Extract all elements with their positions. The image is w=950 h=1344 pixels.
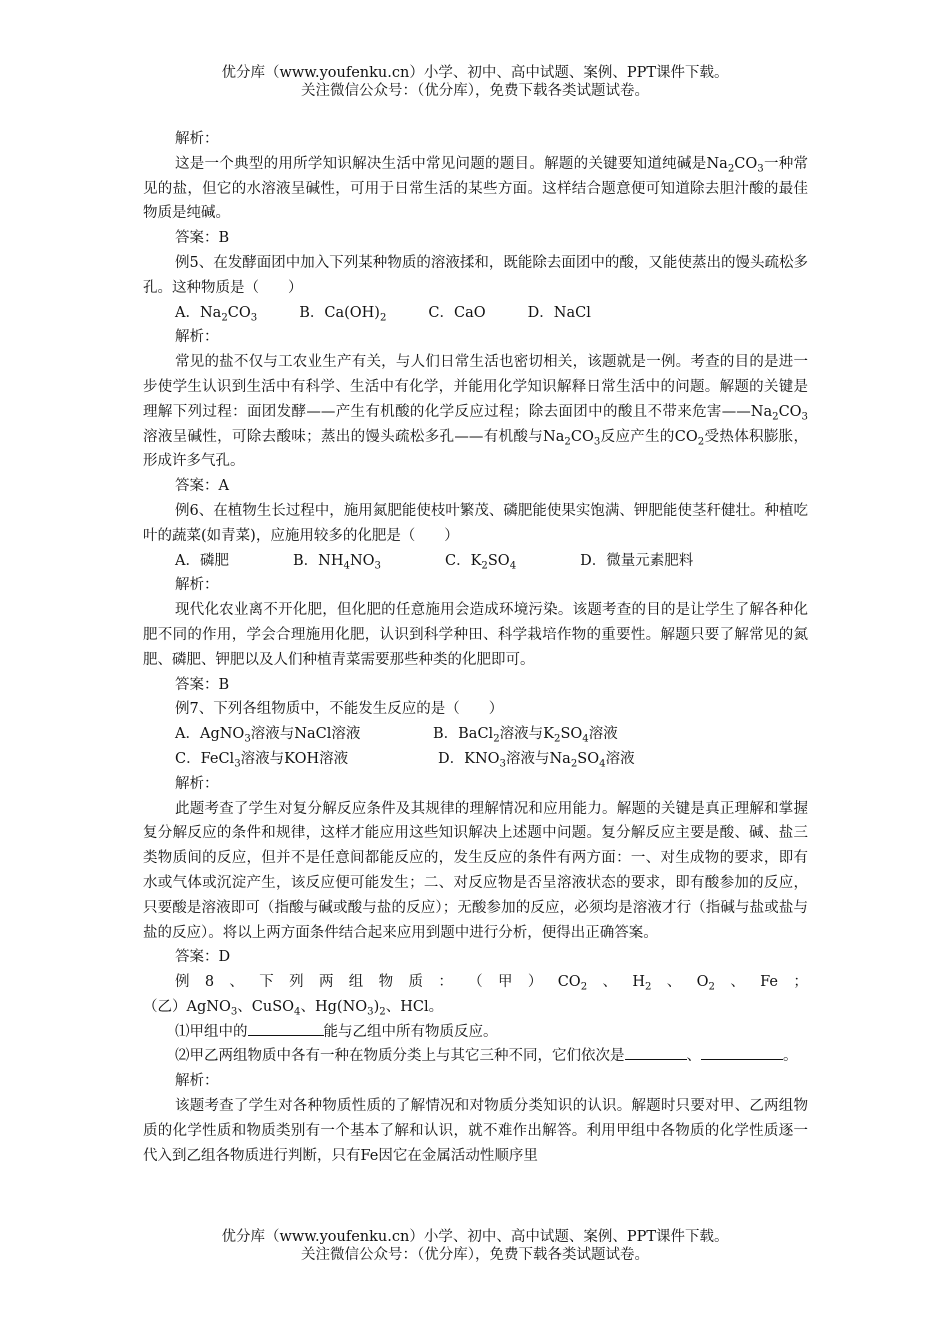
page-footer bbox=[0, 1228, 950, 1264]
ex8-intro-token: 列 bbox=[289, 974, 304, 991]
ex7-analysis: 此题考查了学生对复分解反应条件及其规律的理解情况和应用能力。解题的关键是真正理解和掌握复分解反应的条件和规律，这样才能应用这些知识解决上述题中问题。复分解反应主要是酸、碱、盐三类物质间的反应，但并不是任意间都能反应的，发生反应的条件有两方面：一、对生成物的要求，即有水或气体或沉淀产生，该反应便可能发生；二、对反应物是否呈溶液状态的要求，即有酸参加的反应，只要酸是溶液即可（指酸与碱或酸与盐的反应）；无酸参加的反应，必须均是溶液才行（指碱与盐或盐与盐的反应）。将以上两方面条件结合起来应用到题中进行分析，便得出正确答案。 bbox=[143, 800, 808, 941]
ex8-subquestion-2 bbox=[143, 1044, 808, 1069]
ex8-intro-token: 例 bbox=[175, 974, 190, 991]
ex8-intro-token: $H_2$ bbox=[632, 974, 652, 993]
header-line-2: 关注微信公众号：（优分库），免费下载各类试题试卷。 bbox=[301, 83, 649, 99]
ex8-intro-token: 组 bbox=[348, 974, 364, 991]
ex7-options-row-2 bbox=[143, 747, 808, 772]
ex7-answer: 答案：D bbox=[175, 949, 231, 966]
ex8-intro-token: $O_2$ bbox=[696, 974, 715, 993]
ex6-analysis: 现代化农业离不开化肥，但化肥的任意施用会造成环境污染。该题考查的目的是让学生了解各种化肥不同的作用，学会合理施用化肥，认识到科学种田、科学栽培作物的重要性。解题只要了解常见的氮肥、磷肥、钾肥以及人们种植青菜需要那些种类的化肥即可。 bbox=[143, 602, 808, 668]
ex8-subquestion-1 bbox=[143, 1020, 808, 1045]
ex8-intro-token: 、 bbox=[666, 974, 682, 991]
ex7-options-row-1 bbox=[143, 722, 808, 747]
ex8-intro-token: ： bbox=[438, 974, 453, 991]
ex7-option-d: D．$KNO_3$溶液与$Na_2SO_4$溶液 bbox=[438, 750, 635, 770]
ex8-intro-token: 质 bbox=[408, 974, 423, 991]
ex8-intro-token: 两 bbox=[318, 974, 334, 991]
ex8-question-intro bbox=[143, 970, 808, 995]
ex8-q1-suffix: 能与乙组中所有物质反应。 bbox=[323, 1023, 498, 1040]
ex5-options bbox=[143, 301, 808, 326]
ex4-answer: 答案：B bbox=[175, 230, 230, 247]
ex8-q1-answer-blank[interactable] bbox=[248, 1021, 324, 1036]
ex8-intro-token: 甲 bbox=[498, 974, 513, 991]
ex8-q1-prefix: ⑴甲组中的 bbox=[175, 1023, 248, 1040]
main-content bbox=[143, 127, 808, 1168]
analysis-label: 解析： bbox=[175, 131, 219, 147]
ex8-intro-token: Fe bbox=[760, 974, 779, 991]
ex8-q2-answer-blank-1[interactable] bbox=[625, 1045, 687, 1060]
ex8-intro-token: 、 bbox=[229, 974, 244, 991]
ex8-q2-separator: 、 bbox=[686, 1048, 701, 1065]
analysis-label: 解析： bbox=[175, 577, 219, 594]
ex8-intro-token: （ bbox=[468, 974, 483, 991]
ex5-option-c: C．CaO bbox=[428, 304, 486, 321]
ex8-q2-suffix: 。 bbox=[783, 1048, 798, 1065]
ex8-intro-token: 物 bbox=[378, 974, 394, 991]
ex8-analysis: 该题考查了学生对各种物质性质的了解情况和对物质分类知识的认识。解题时只要对甲、乙两组物质的化学性质和物质类别有一个基本了解和认识，就不难作出解答。利用甲组中各物质的化学性质逐一代入到乙组各物质进行判断，只有Fe因它在金属活动性顺序里 bbox=[143, 1098, 808, 1164]
ex5-option-d: D．NaCl bbox=[527, 304, 591, 321]
ex8-intro-token: $CO_2$ bbox=[557, 974, 588, 993]
ex6-option-b: B．$NH_4NO_3$ bbox=[292, 552, 381, 572]
ex7-option-b: B．BaCl$_2$溶液与$K_2SO_4$溶液 bbox=[433, 726, 618, 745]
analysis-label: 解析： bbox=[175, 329, 219, 346]
page-header bbox=[0, 64, 950, 100]
ex6-option-c: C．$K_2SO_4$ bbox=[444, 552, 517, 572]
ex5-question: 例5、在发酵面团中加入下列某种物质的溶液揉和，既能除去面团中的酸，又能使蒸出的馒头疏松多孔。这种物质是（ ） bbox=[143, 254, 808, 296]
ex8-intro-token: 下 bbox=[259, 974, 274, 991]
ex8-intro-token: ； bbox=[793, 974, 808, 991]
ex7-option-c: C．FeCl$_3$溶液与KOH溶液 bbox=[175, 750, 349, 770]
footer-line-1: 优分库（www.youfenku.cn）小学、初中、高中试题、案例、PPT课件下载。 bbox=[221, 1229, 729, 1245]
ex4-analysis: 这是一个典型的用所学知识解决生活中常见问题的题目。解题的关键要知道纯碱是$Na_2CO_3$一种常见的盐，但它的水溶液呈碱性，可用于日常生活的某些方面。这样结合题意便可知道除去胆汁酸的最佳物质是纯碱。 bbox=[143, 155, 808, 222]
ex8-q2-prefix: ⑵甲乙两组物质中各有一种在物质分类上与其它三种不同，它们依次是 bbox=[175, 1048, 625, 1065]
ex6-answer: 答案：B bbox=[175, 676, 230, 693]
analysis-label: 解析： bbox=[175, 775, 219, 792]
ex6-options bbox=[143, 549, 808, 574]
ex6-option-d: D．微量元素肥料 bbox=[580, 552, 694, 569]
ex8-intro-token: ） bbox=[527, 974, 543, 991]
ex8-group-b: （乙）AgNO$_3$、CuSO$_4$、$Hg(NO_3)_2$、HCl。 bbox=[143, 998, 444, 1018]
ex5-option-a: A．$Na_2CO_3$ bbox=[175, 304, 258, 324]
ex8-intro-token: 、 bbox=[602, 974, 617, 991]
ex5-answer: 答案：A bbox=[175, 478, 229, 495]
ex6-option-a: A．磷肥 bbox=[175, 552, 229, 569]
ex7-option-a: A．AgNO$_3$溶液与NaCl溶液 bbox=[175, 726, 361, 745]
ex5-analysis: 常见的盐不仅与工农业生产有关，与人们日常生活也密切相关，该题就是一例。考查的目的是进一步使学生认识到生活中有科学、生活中有化学，并能用化学知识解释日常生活中的问题。解题的关键是理解下列过程：面团发酵——产生有机酸的化学反应过程；除去面团中的酸且不带来危害$——Na_2CO_3$溶液呈碱性，可除去酸味；蒸出的馒头疏松多孔——有机酸与$Na_2CO_3$反应产生的$CO_2$受热体积膨胀，形成许多气孔。 bbox=[143, 354, 809, 470]
analysis-label: 解析： bbox=[175, 1073, 219, 1090]
ex7-question: 例7、下列各组物质中，不能发生反应的是（ ） bbox=[175, 701, 504, 718]
ex8-intro-token: 、 bbox=[730, 974, 745, 991]
ex8-q2-answer-blank-2[interactable] bbox=[701, 1045, 783, 1060]
footer-line-2: 关注微信公众号：（优分库），免费下载各类试题试卷。 bbox=[301, 1247, 649, 1263]
ex6-question: 例6、在植物生长过程中，施用氮肥能使枝叶繁茂、磷肥能使果实饱满、钾肥能使茎秆健壮。种植吃叶的蔬菜(如青菜)，应施用较多的化肥是（ ） bbox=[143, 502, 808, 544]
header-line-1: 优分库（www.youfenku.cn）小学、初中、高中试题、案例、PPT课件下载。 bbox=[221, 65, 729, 81]
ex8-intro-token: 8 bbox=[204, 974, 215, 991]
ex5-option-b: B．$Ca(OH)_2$ bbox=[299, 304, 387, 324]
